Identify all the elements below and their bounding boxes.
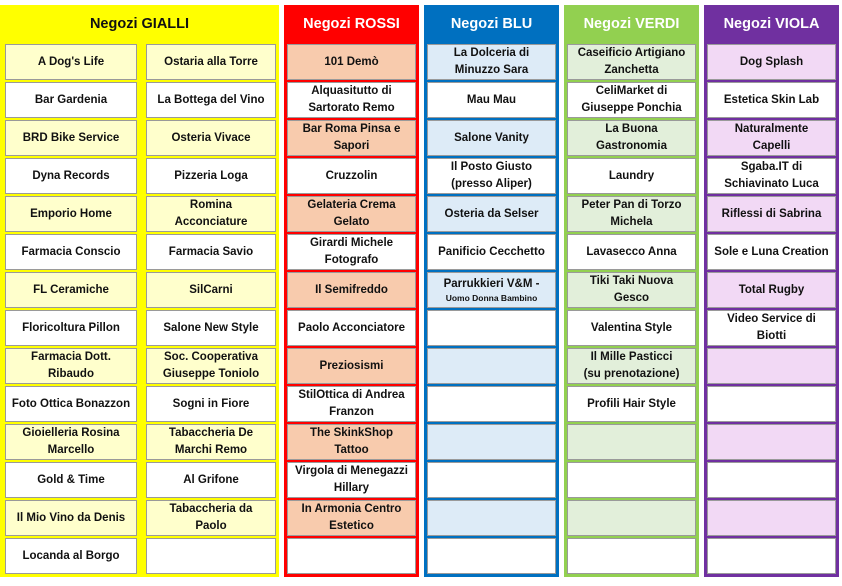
- shop-cell: Al Grifone: [146, 462, 276, 498]
- shop-cell: [287, 538, 416, 574]
- shop-cell: Mau Mau: [427, 82, 556, 118]
- shop-cell: Osteria Vivace: [146, 120, 276, 156]
- shop-cell: Floricoltura Pillon: [5, 310, 137, 346]
- shop-cell: StilOttica di Andrea Franzon: [287, 386, 416, 422]
- shop-cell: Parrukkieri V&M - Uomo Donna Bambino: [427, 272, 556, 308]
- shop-cell: Foto Ottica Bonazzon: [5, 386, 137, 422]
- viola-header: Negozi VIOLA: [723, 16, 820, 32]
- shop-cell: Panificio Cecchetto: [427, 234, 556, 270]
- shop-cell: [427, 348, 556, 384]
- shop-cell: In Armonia Centro Estetico: [287, 500, 416, 536]
- blu-header: Negozi BLU: [450, 16, 533, 32]
- gialli-header: Negozi GIALLI: [89, 16, 190, 32]
- shop-cell: Gioielleria Rosina Marcello: [5, 424, 137, 460]
- shop-cell: FL Ceramiche: [5, 272, 137, 308]
- shop-cell: [427, 500, 556, 536]
- shop-cell: Sole e Luna Creation: [707, 234, 836, 270]
- shop-cell: Caseificio Artigiano Zanchetta: [567, 44, 696, 80]
- shop-cell: [707, 500, 836, 536]
- shop-cell: Bar Gardenia: [5, 82, 137, 118]
- shop-cell: [567, 462, 696, 498]
- shop-cell: A Dog's Life: [5, 44, 137, 80]
- shop-cell: [427, 424, 556, 460]
- shop-cell: Farmacia Conscio: [5, 234, 137, 270]
- shop-cell: Dog Splash: [707, 44, 836, 80]
- shop-cell: [707, 386, 836, 422]
- shop-cell: Gelateria Crema Gelato: [287, 196, 416, 232]
- shop-cell: La Buona Gastronomia: [567, 120, 696, 156]
- panel-negozi-rossi: [284, 5, 419, 577]
- shop-cell: BRD Bike Service: [5, 120, 137, 156]
- shop-cell: Naturalmente Capelli: [707, 120, 836, 156]
- shop-cell: SilCarni: [146, 272, 276, 308]
- shop-cell: Gold & Time: [5, 462, 137, 498]
- shop-cell: La Dolceria di Minuzzo Sara: [427, 44, 556, 80]
- shop-cell: La Bottega del Vino: [146, 82, 276, 118]
- shop-cell: Peter Pan di Torzo Michela: [567, 196, 696, 232]
- shop-cell: Emporio Home: [5, 196, 137, 232]
- shop-cell: Alquasitutto di Sartorato Remo: [287, 82, 416, 118]
- shop-cell: Sogni in Fiore: [146, 386, 276, 422]
- shop-cell: Laundry: [567, 158, 696, 194]
- shop-cell: Estetica Skin Lab: [707, 82, 836, 118]
- panel-negozi-blu: [424, 5, 559, 577]
- shop-cell: Tabaccheria De Marchi Remo: [146, 424, 276, 460]
- shop-cell: [427, 462, 556, 498]
- shop-cell: [707, 538, 836, 574]
- shop-cell: Pizzeria Loga: [146, 158, 276, 194]
- shop-cell: Tiki Taki Nuova Gesco: [567, 272, 696, 308]
- shop-cell: Dyna Records: [5, 158, 137, 194]
- shop-cell: Romina Acconciature: [146, 196, 276, 232]
- shop-cell: Virgola di Menegazzi Hillary: [287, 462, 416, 498]
- shop-cell: Il Posto Giusto (presso Aliper): [427, 158, 556, 194]
- shop-cell: Locanda al Borgo: [5, 538, 137, 574]
- shop-cell: [707, 348, 836, 384]
- shop-cell: Lavasecco Anna: [567, 234, 696, 270]
- shop-cell: [146, 538, 276, 574]
- panel-negozi-verdi: [564, 5, 699, 577]
- shop-cell: Preziosismi: [287, 348, 416, 384]
- shop-cell: [567, 538, 696, 574]
- shop-cell: [427, 386, 556, 422]
- shop-cell: Profili Hair Style: [567, 386, 696, 422]
- shop-cell: Soc. Cooperativa Giuseppe Toniolo: [146, 348, 276, 384]
- panel-negozi-gialli: [0, 5, 279, 577]
- shop-cell: Osteria da Selser: [427, 196, 556, 232]
- shop-cell: Ostaria alla Torre: [146, 44, 276, 80]
- shop-cell: Il Mille Pasticci (su prenotazione): [567, 348, 696, 384]
- shop-cell: Salone Vanity: [427, 120, 556, 156]
- verdi-header: Negozi VERDI: [583, 16, 680, 32]
- shop-cell: Tabaccheria da Paolo: [146, 500, 276, 536]
- shop-cell: CeliMarket di Giuseppe Ponchia: [567, 82, 696, 118]
- shop-cell: Total Rugby: [707, 272, 836, 308]
- shop-cell: Farmacia Dott. Ribaudo: [5, 348, 137, 384]
- shop-cell: Girardi Michele Fotografo: [287, 234, 416, 270]
- shop-cell: Valentina Style: [567, 310, 696, 346]
- rossi-header: Negozi ROSSI: [303, 16, 400, 32]
- shop-cell: Il Mio Vino da Denis: [5, 500, 137, 536]
- shop-cell: Bar Roma Pinsa e Sapori: [287, 120, 416, 156]
- shop-cell: 101 Demò: [287, 44, 416, 80]
- shop-cell: Video Service di Biotti: [707, 310, 836, 346]
- shop-cell: Paolo Acconciatore: [287, 310, 416, 346]
- panel-negozi-viola: [704, 5, 839, 577]
- shop-cell: [427, 538, 556, 574]
- shop-cell-subtitle: Uomo Donna Bambino: [445, 293, 538, 304]
- shop-cell: Cruzzolin: [287, 158, 416, 194]
- shop-cell: [707, 462, 836, 498]
- shop-cell: [567, 500, 696, 536]
- shop-cell: Salone New Style: [146, 310, 276, 346]
- shop-cell: [427, 310, 556, 346]
- shop-cell: Riflessi di Sabrina: [707, 196, 836, 232]
- shop-cell: Sgaba.IT di Schiavinato Luca: [707, 158, 836, 194]
- shop-cell: Farmacia Savio: [146, 234, 276, 270]
- shop-cell: The SkinkShop Tattoo: [287, 424, 416, 460]
- shop-cell: [567, 424, 696, 460]
- shop-cell: Il Semifreddo: [287, 272, 416, 308]
- shop-cell: [707, 424, 836, 460]
